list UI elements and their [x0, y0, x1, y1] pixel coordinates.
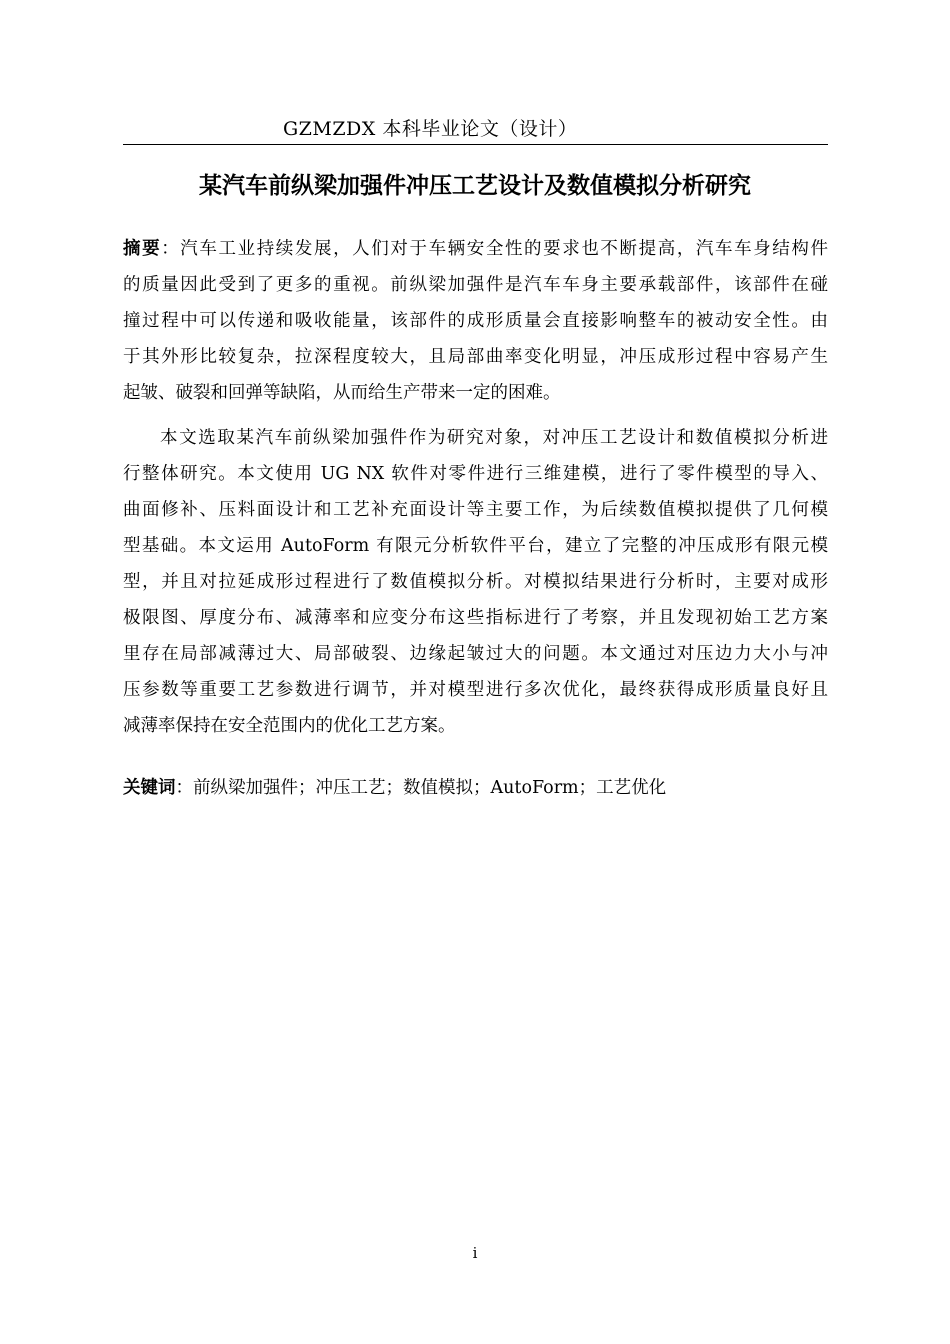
- running-header: [123, 116, 828, 145]
- abstract-line: 于其外形比较复杂，拉深程度较大，且局部曲率变化明显，冲压成形过程中容易产生: [123, 347, 828, 367]
- body-line: 型，并且对拉延成形过程进行了数值模拟分析。对模拟结果进行分析时，主要对成形: [123, 572, 828, 592]
- abstract-label: 摘要: [123, 239, 162, 259]
- page-title: 某汽车前纵梁加强件冲压工艺设计及数值模拟分析研究: [199, 173, 751, 199]
- keywords-paragraph: [123, 770, 828, 806]
- body-line: 极限图、厚度分布、减薄率和应变分布这些指标进行了考察，并且发现初始工艺方案: [123, 608, 828, 628]
- abstract-line: [123, 231, 828, 267]
- abstract-line: 起皱、破裂和回弹等缺陷，从而给生产带来一定的困难。: [123, 383, 561, 403]
- body-line: 减薄率保持在安全范围内的优化工艺方案。: [123, 716, 456, 736]
- abstract-line: 撞过程中可以传递和吸收能量，该部件的成形质量会直接影响整车的被动安全性。由: [123, 311, 828, 331]
- page-number: i: [472, 1244, 478, 1262]
- keywords-label: 关键词: [123, 778, 176, 798]
- abstract-paragraph: [123, 231, 828, 411]
- body-line: 里存在局部减薄过大、局部破裂、边缘起皱过大的问题。本文通过对压边力大小与冲: [123, 644, 828, 664]
- body-line: 型基础。本文运用 AutoForm 有限元分析软件平台，建立了完整的冲压成形有限元模: [123, 536, 828, 556]
- body-line: 行整体研究。本文使用 UG NX 软件对零件进行三维建模，进行了零件模型的导入、: [123, 464, 828, 484]
- abstract-line-text: ：汽车工业持续发展，人们对于车辆安全性的要求也不断提高，汽车车身结构件: [161, 239, 829, 259]
- body-line: 本文选取某汽车前纵梁加强件作为研究对象，对冲压工艺设计和数值模拟分析进: [160, 428, 828, 448]
- keywords-text: ：前纵梁加强件；冲压工艺；数值模拟；AutoForm；工艺优化: [175, 778, 667, 798]
- running-header-text: GZMZDX 本科毕业论文（设计）: [283, 118, 578, 140]
- abstract-line: 的质量因此受到了更多的重视。前纵梁加强件是汽车车身主要承载部件，该部件在碰: [123, 275, 828, 295]
- body-line: 压参数等重要工艺参数进行调节，并对模型进行多次优化，最终获得成形质量良好且: [123, 680, 828, 700]
- body-paragraph: [123, 420, 828, 744]
- body-line: 曲面修补、压料面设计和工艺补充面设计等主要工作，为后续数值模拟提供了几何模: [123, 500, 828, 520]
- keywords-line: [123, 770, 828, 806]
